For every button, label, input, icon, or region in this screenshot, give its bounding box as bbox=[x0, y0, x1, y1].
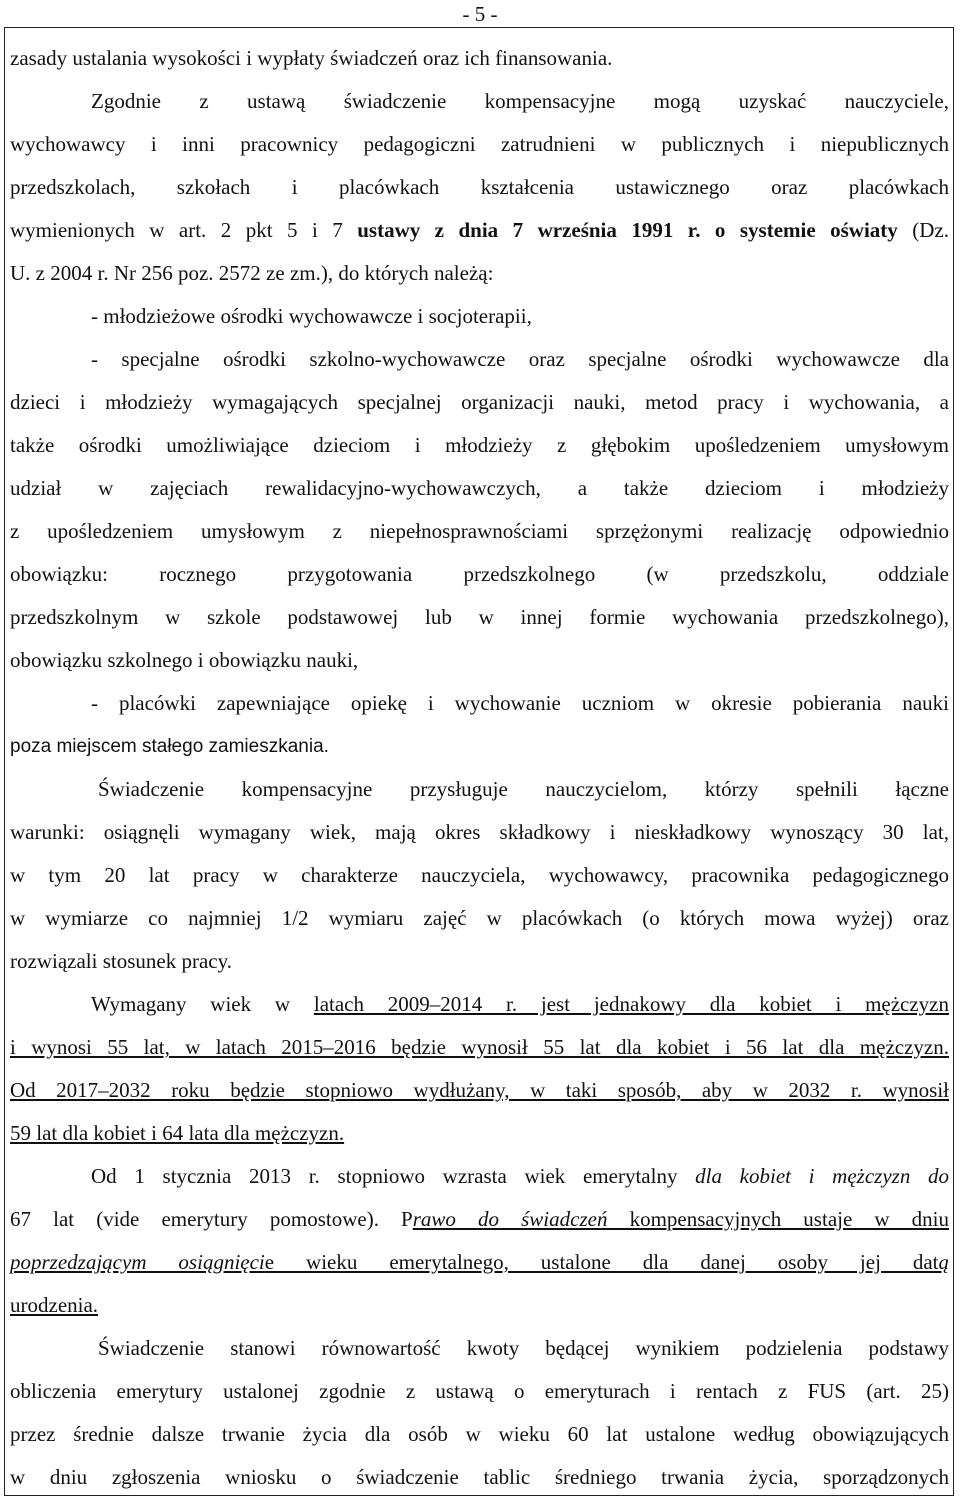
page-number: - 5 - bbox=[462, 2, 498, 26]
paragraph-start: Świadczenie stanowi równowartość kwoty będącej wynikiem podzielenia podstawy bbox=[98, 1336, 949, 1360]
underlined-line: i wynosi 55 lat, w latach 2015–2016 będzie wynosił 55 lat dla kobiet i 56 lat dla mężczyzn. bbox=[10, 1035, 949, 1059]
act-title: ustawy z dnia 7 września 1991 r. o systemie oświaty bbox=[357, 218, 898, 242]
italic-underlined-text: poprzedzającym osiągnięci bbox=[10, 1250, 265, 1274]
underlined-line: 59 lat dla kobiet i 64 lata dla mężczyzn. bbox=[10, 1121, 345, 1145]
text-line: z upośledzeniem umysłowym z niepełnosprawnościami sprzężonymi realizację odpowiednio bbox=[10, 519, 949, 543]
text-line: udział w zajęciach rewalidacyjno-wychowawczych, a także dzieciom i młodzieży bbox=[10, 476, 949, 500]
paragraph-start: Zgodnie z ustawą świadczenie kompensacyjne mogą uzyskać nauczyciele, bbox=[91, 89, 949, 113]
list-item: - młodzieżowe ośrodki wychowawcze i socjoterapii, bbox=[91, 304, 532, 328]
document-body bbox=[10, 37, 949, 1499]
text-fragment: (Dz. bbox=[897, 218, 950, 242]
text-line: obliczenia emerytury ustalonej zgodnie z ustawą o emeryturach i rentach z FUS (art. 25) bbox=[10, 1379, 949, 1403]
italic-underlined-text: rawo do świadczeń bbox=[412, 1207, 608, 1231]
italic-underlined-text: ą bbox=[938, 1250, 950, 1274]
text-line: w wymiarze co najmniej 1/2 wymiaru zajęć w placówkach (o których mowa wyżej) oraz bbox=[10, 906, 949, 930]
text-line: w dniu zgłoszenia wniosku o świadczenie tablic średniego trwania życia, sporządzonych bbox=[10, 1465, 949, 1489]
text-line: dzieci i młodzieży wymagających specjalnej organizacji nauki, metod pracy i wychowania, a bbox=[10, 390, 949, 414]
text-line: warunki: osiągnęli wymagany wiek, mają okres składkowy i nieskładkowy wynoszący 30 lat, bbox=[10, 820, 949, 844]
text-line: zasady ustalania wysokości i wypłaty świadczeń oraz ich finansowania. bbox=[10, 46, 613, 70]
underlined-line: Od 2017–2032 roku będzie stopniowo wydłużany, w taki sposób, aby w 2032 r. wynosił bbox=[10, 1078, 949, 1102]
text-line: rozwiązali stosunek pracy. bbox=[10, 949, 232, 973]
text-line bbox=[10, 209, 949, 252]
list-item: - specjalne ośrodki szkolno-wychowawcze oraz specjalne ośrodki wychowawcze dla bbox=[91, 347, 949, 371]
underlined-text: latach 2009–2014 r. jest jednakowy dla kobiet i mężczyzn bbox=[313, 992, 950, 1016]
underlined-line: urodzenia. bbox=[10, 1293, 99, 1317]
text-fragment: wymienionych w art. 2 pkt 5 i 7 bbox=[10, 218, 358, 242]
text-line: także ośrodki umożliwiające dzieciom i młodzieży z głębokim upośledzeniem umysłowym bbox=[10, 433, 949, 457]
paragraph-start bbox=[10, 983, 949, 1026]
paragraph-start: Świadczenie kompensacyjne przysługuje nauczycielom, którzy spełnili łączne bbox=[98, 777, 949, 801]
text-line: przedszkolnym w szkole podstawowej lub w innej formie wychowania przedszkolnego), bbox=[10, 605, 949, 629]
text-line: wychowawcy i inni pracownicy pedagogiczni zatrudnieni w publicznych i niepublicznych bbox=[10, 132, 949, 156]
text-line: obowiązku: rocznego przygotowania przedszkolnego (w przedszkolu, oddziale bbox=[10, 562, 949, 586]
text-line bbox=[10, 1198, 949, 1241]
text-line: przedszkolach, szkołach i placówkach kształcenia ustawicznego oraz placówkach bbox=[10, 175, 949, 199]
text-line: w tym 20 lat pracy w charakterze nauczyciela, wychowawcy, pracownika pedagogicznego bbox=[10, 863, 949, 887]
list-item: - placówki zapewniające opiekę i wychowanie uczniom w okresie pobierania nauki bbox=[91, 691, 949, 715]
text-line: U. z 2004 r. Nr 256 poz. 2572 ze zm.), do których należą: bbox=[10, 261, 494, 285]
italic-text: dla kobiet i mężczyzn do bbox=[695, 1164, 950, 1188]
paragraph-start bbox=[10, 1155, 949, 1198]
text-line: poza miejscem stałego zamieszkania. bbox=[10, 736, 329, 757]
text-line: obowiązku szkolnego i obowiązku nauki, bbox=[10, 648, 359, 672]
underlined-text: kompensacyjnych ustaje w dniu bbox=[607, 1207, 950, 1231]
underlined-text: e wieku emerytalnego, ustalone dla danej osoby jej dat bbox=[264, 1250, 939, 1274]
text-fragment: Wymagany wiek w bbox=[91, 992, 314, 1016]
text-line: przez średnie dalsze trwanie życia dla osób w wieku 60 lat ustalone według obowiązujących bbox=[10, 1422, 949, 1446]
text-line bbox=[10, 1241, 949, 1284]
text-fragment: Od 1 stycznia 2013 r. stopniowo wzrasta wiek emerytalny bbox=[91, 1164, 696, 1188]
text-fragment: 67 lat (vide emerytury pomostowe). P bbox=[10, 1207, 413, 1231]
